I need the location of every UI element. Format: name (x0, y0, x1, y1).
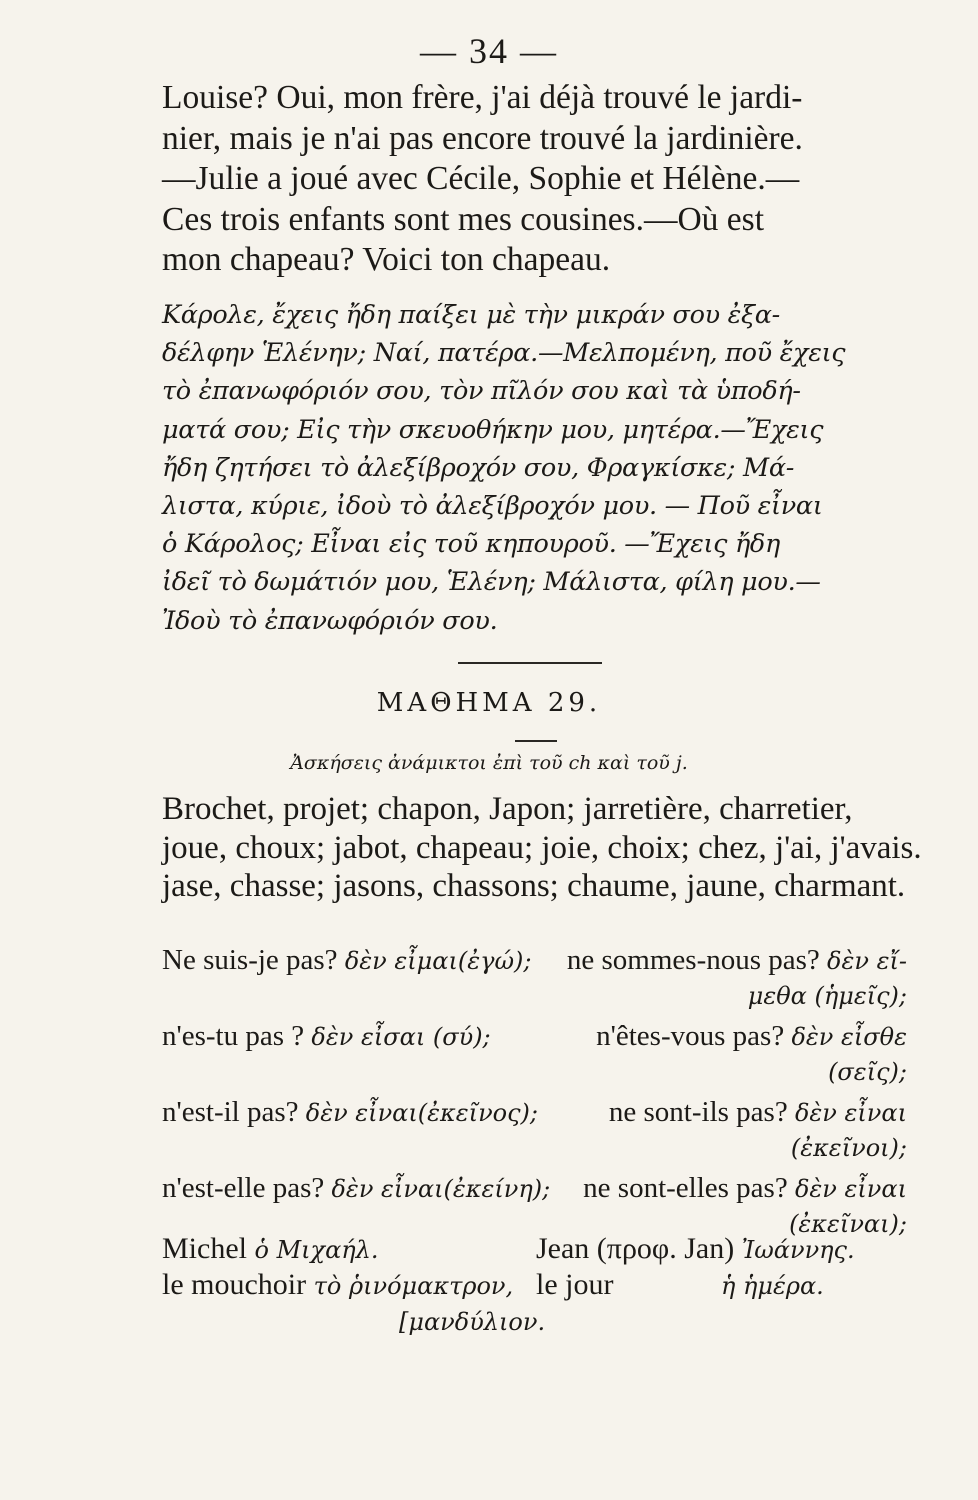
pronunciation-drill (162, 790, 922, 906)
vocab-greek: τὸ ῥινόμακτρον, (313, 1272, 514, 1300)
lesson-title: ΜΑΘΗΜΑ 29. (376, 688, 602, 718)
text-line: ὁ Κάρολος; Εἶναι εἰς τοῦ κηπουροῦ. —Ἔχεις ἤδη (162, 529, 780, 560)
french-form: n'est-elle pas? (162, 1172, 325, 1204)
french-form: n'es-tu pas ? (162, 1020, 305, 1052)
section-divider (458, 662, 602, 664)
french-form: Ne suis-je pas? (162, 944, 338, 976)
vocab-french: le mouchoir (162, 1268, 307, 1301)
greek-form: δὲν εἶσαι (σύ); (311, 1023, 491, 1051)
greek-form: δὲν εἶναι (794, 1175, 907, 1203)
text-line: —Julie a joué avec Cécile, Sophie et Hélène.— (162, 160, 800, 197)
french-form: ne sont-elles pas? (583, 1172, 788, 1204)
text-line: mon chapeau? Voici ton chapeau. (162, 241, 611, 278)
vocab-greek: ὁ Μιχαήλ. (254, 1236, 379, 1264)
text-line: δέλφην Ἑλένην; Ναί, πατέρα.—Μελπομένη, ποῦ ἔχεις (162, 338, 846, 369)
drill-line: jase, chasse; jasons, chassons; chaume, jaune, charmant. (162, 868, 906, 904)
greek-paragraph (162, 296, 907, 640)
greek-form: δὲν εἴ- (827, 947, 907, 975)
conjugation-table (162, 944, 907, 1248)
greek-continuation: μεθα (ἡμεῖς); (747, 982, 907, 1010)
text-line: Ces trois enfants sont mes cousines.—Où est (162, 200, 765, 238)
conjugation-row (162, 1020, 907, 1058)
greek-form: δὲν εἶναι(ἐκεῖνος); (305, 1099, 538, 1127)
french-form: n'êtes-vous pas? (596, 1020, 785, 1052)
vocab-french: Jean (προφ. Jan) (536, 1232, 735, 1265)
greek-form: δὲν εἶναι (794, 1099, 907, 1127)
greek-continuation: (σεῖς); (828, 1058, 907, 1086)
drill-line: joue, choux; jabot, chapeau; joie, choix; chez, j'ai, j'avais. (162, 829, 922, 866)
text-line: Κάρολε, ἔχεις ἤδη παίξει μὲ τὴν μικράν σου ἐξα- (162, 300, 780, 330)
french-form: ne sommes-nous pas? (566, 944, 820, 976)
french-paragraph (162, 78, 907, 281)
vocab-row (162, 1268, 907, 1304)
vocab-greek: [μανδύλιον. (399, 1308, 546, 1336)
vocab-french: le jour (536, 1268, 614, 1301)
vocab-greek: Ἰωάννης. (741, 1236, 855, 1264)
vocab-greek: ἡ ἡμέρα. (720, 1272, 824, 1300)
conjugation-row (162, 1172, 907, 1210)
page-number: — 34 — (420, 31, 558, 71)
conjugation-row (162, 944, 907, 982)
text-line: Ἰδοὺ τὸ ἐπανωφόριόν σου. (162, 605, 498, 636)
vocab-row (162, 1304, 907, 1340)
text-line: Louise? Oui, mon frère, j'ai déjà trouvé le jardi- (162, 79, 803, 116)
vocab-french: Michel (162, 1232, 247, 1265)
text-line: λιστα, κύριε, ἰδοὺ τὸ ἀλεξίβροχόν μου. — Ποῦ εἶναι (162, 491, 823, 522)
greek-continuation: (ἐκεῖνοι); (790, 1134, 907, 1162)
text-line: nier, mais je n'ai pas encore trouvé la jardinière. (162, 119, 803, 157)
french-form: n'est-il pas? (162, 1096, 299, 1128)
text-line: ματά σου; Εἰς τὴν σκευοθήκην μου, μητέρα.—Ἔχεις (162, 414, 824, 445)
vocab-row (162, 1232, 907, 1268)
conjugation-continuation (162, 1058, 907, 1096)
vocabulary-list (162, 1232, 907, 1340)
text-line: τὸ ἐπανωφόριόν σου, τὸν πῖλόν σου καὶ τὰ ὑποδή- (162, 376, 801, 407)
greek-form: δὲν εἶναι(ἐκείνη); (331, 1175, 551, 1203)
conjugation-row (162, 1096, 907, 1134)
greek-continuation: (ἐκεῖναι); (789, 1210, 907, 1238)
text-line: ἰδεῖ τὸ δωμάτιόν μου, Ἑλένη; Μάλιστα, φίλη μου.— (162, 567, 821, 598)
title-underline (515, 740, 557, 742)
text-line: ἤδη ζητήσει τὸ ἀλεξίβροχόν σου, Φραγκίσκε; Μά- (162, 452, 795, 483)
conjugation-continuation (162, 1134, 907, 1172)
conjugation-continuation (162, 982, 907, 1020)
lesson-subtitle: Ἀσκήσεις ἀνάμικτοι ἐπὶ τοῦ ch καὶ τοῦ j. (290, 752, 688, 774)
drill-line: Brochet, projet; chapon, Japon; jarretière, charretier, (162, 791, 853, 827)
greek-form: δὲν εἶμαι(ἐγώ); (344, 947, 532, 975)
french-form: ne sont-ils pas? (608, 1096, 788, 1128)
greek-form: δὲν εἶσθε (791, 1023, 907, 1051)
